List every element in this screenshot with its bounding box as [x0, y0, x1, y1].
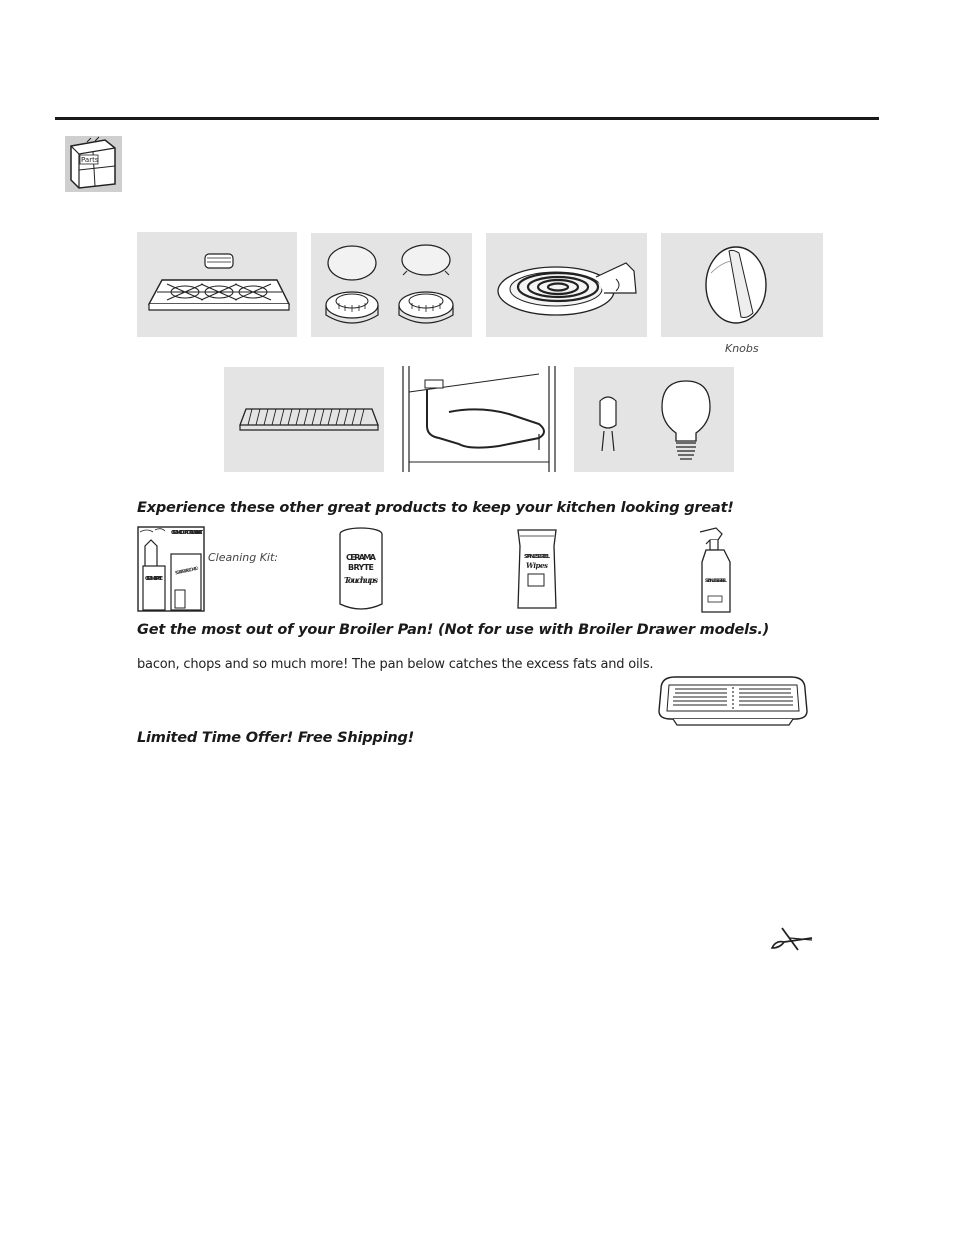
knobs-panel: [661, 233, 823, 337]
stainless-wipes-pack: [514, 526, 560, 612]
knob-illustration: [661, 233, 823, 337]
grates-panel: [137, 232, 297, 337]
canister-label-bottom: Touchups: [344, 575, 378, 585]
stainless-spray-bottle: [696, 526, 734, 614]
oven-rack-illustration: [224, 367, 384, 472]
cooktop-grates-illustration: [137, 232, 297, 337]
bake-element-illustration: [399, 366, 559, 472]
coil-element-drip-pan-illustration: [486, 233, 647, 337]
cleaning-kit-product: [137, 526, 205, 612]
wipes-label-bottom: Wipes: [526, 561, 548, 570]
offer-heading: Limited Time Offer! Free Shipping!: [137, 730, 415, 746]
parts-box-icon: [65, 136, 122, 192]
broiler-heading: Get the most out of your Broiler Pan! (Not for use with Broiler Drawer models.): [137, 622, 770, 638]
spray-label: STAINLESS STEEL: [705, 579, 727, 584]
knobs-caption: Knobs: [725, 342, 759, 355]
kit-bottle-label: CERAMA BRYTE: [145, 576, 163, 582]
burner-caps-panel: [311, 233, 472, 337]
light-bulbs-illustration: [574, 367, 734, 472]
canister-label-top: CERAMA: [346, 553, 376, 562]
light-bulbs-panel: [574, 367, 734, 472]
parts-box-label: Parts: [81, 156, 99, 164]
cleaning-kit-caption: Cleaning Kit:: [208, 551, 279, 564]
cerama-bryte-canister: [338, 526, 384, 612]
kit-scraper-label: SCRAPER & PAD COMBO: [174, 566, 200, 577]
header-rule: [55, 117, 879, 120]
promo-heading: Experience these other great products to keep your kitchen looking great!: [137, 500, 734, 516]
canister-label-mid: BRYTE: [348, 563, 374, 572]
burner-caps-illustration: [311, 233, 472, 337]
oven-rack-panel: [224, 367, 384, 472]
broiler-pan-illustration: [655, 671, 811, 727]
bake-element-panel: [399, 366, 559, 472]
kit-box-title: CERAMIC COOKTOP CLEANING KIT: [171, 530, 204, 536]
broiler-body: bacon, chops and so much more! The pan below catches the excess fats and oils.: [137, 657, 654, 672]
scissors-icon: [768, 924, 814, 954]
drip-pan-panel: [486, 233, 647, 337]
wipes-label-top: STAINLESS STEEL: [524, 554, 550, 560]
